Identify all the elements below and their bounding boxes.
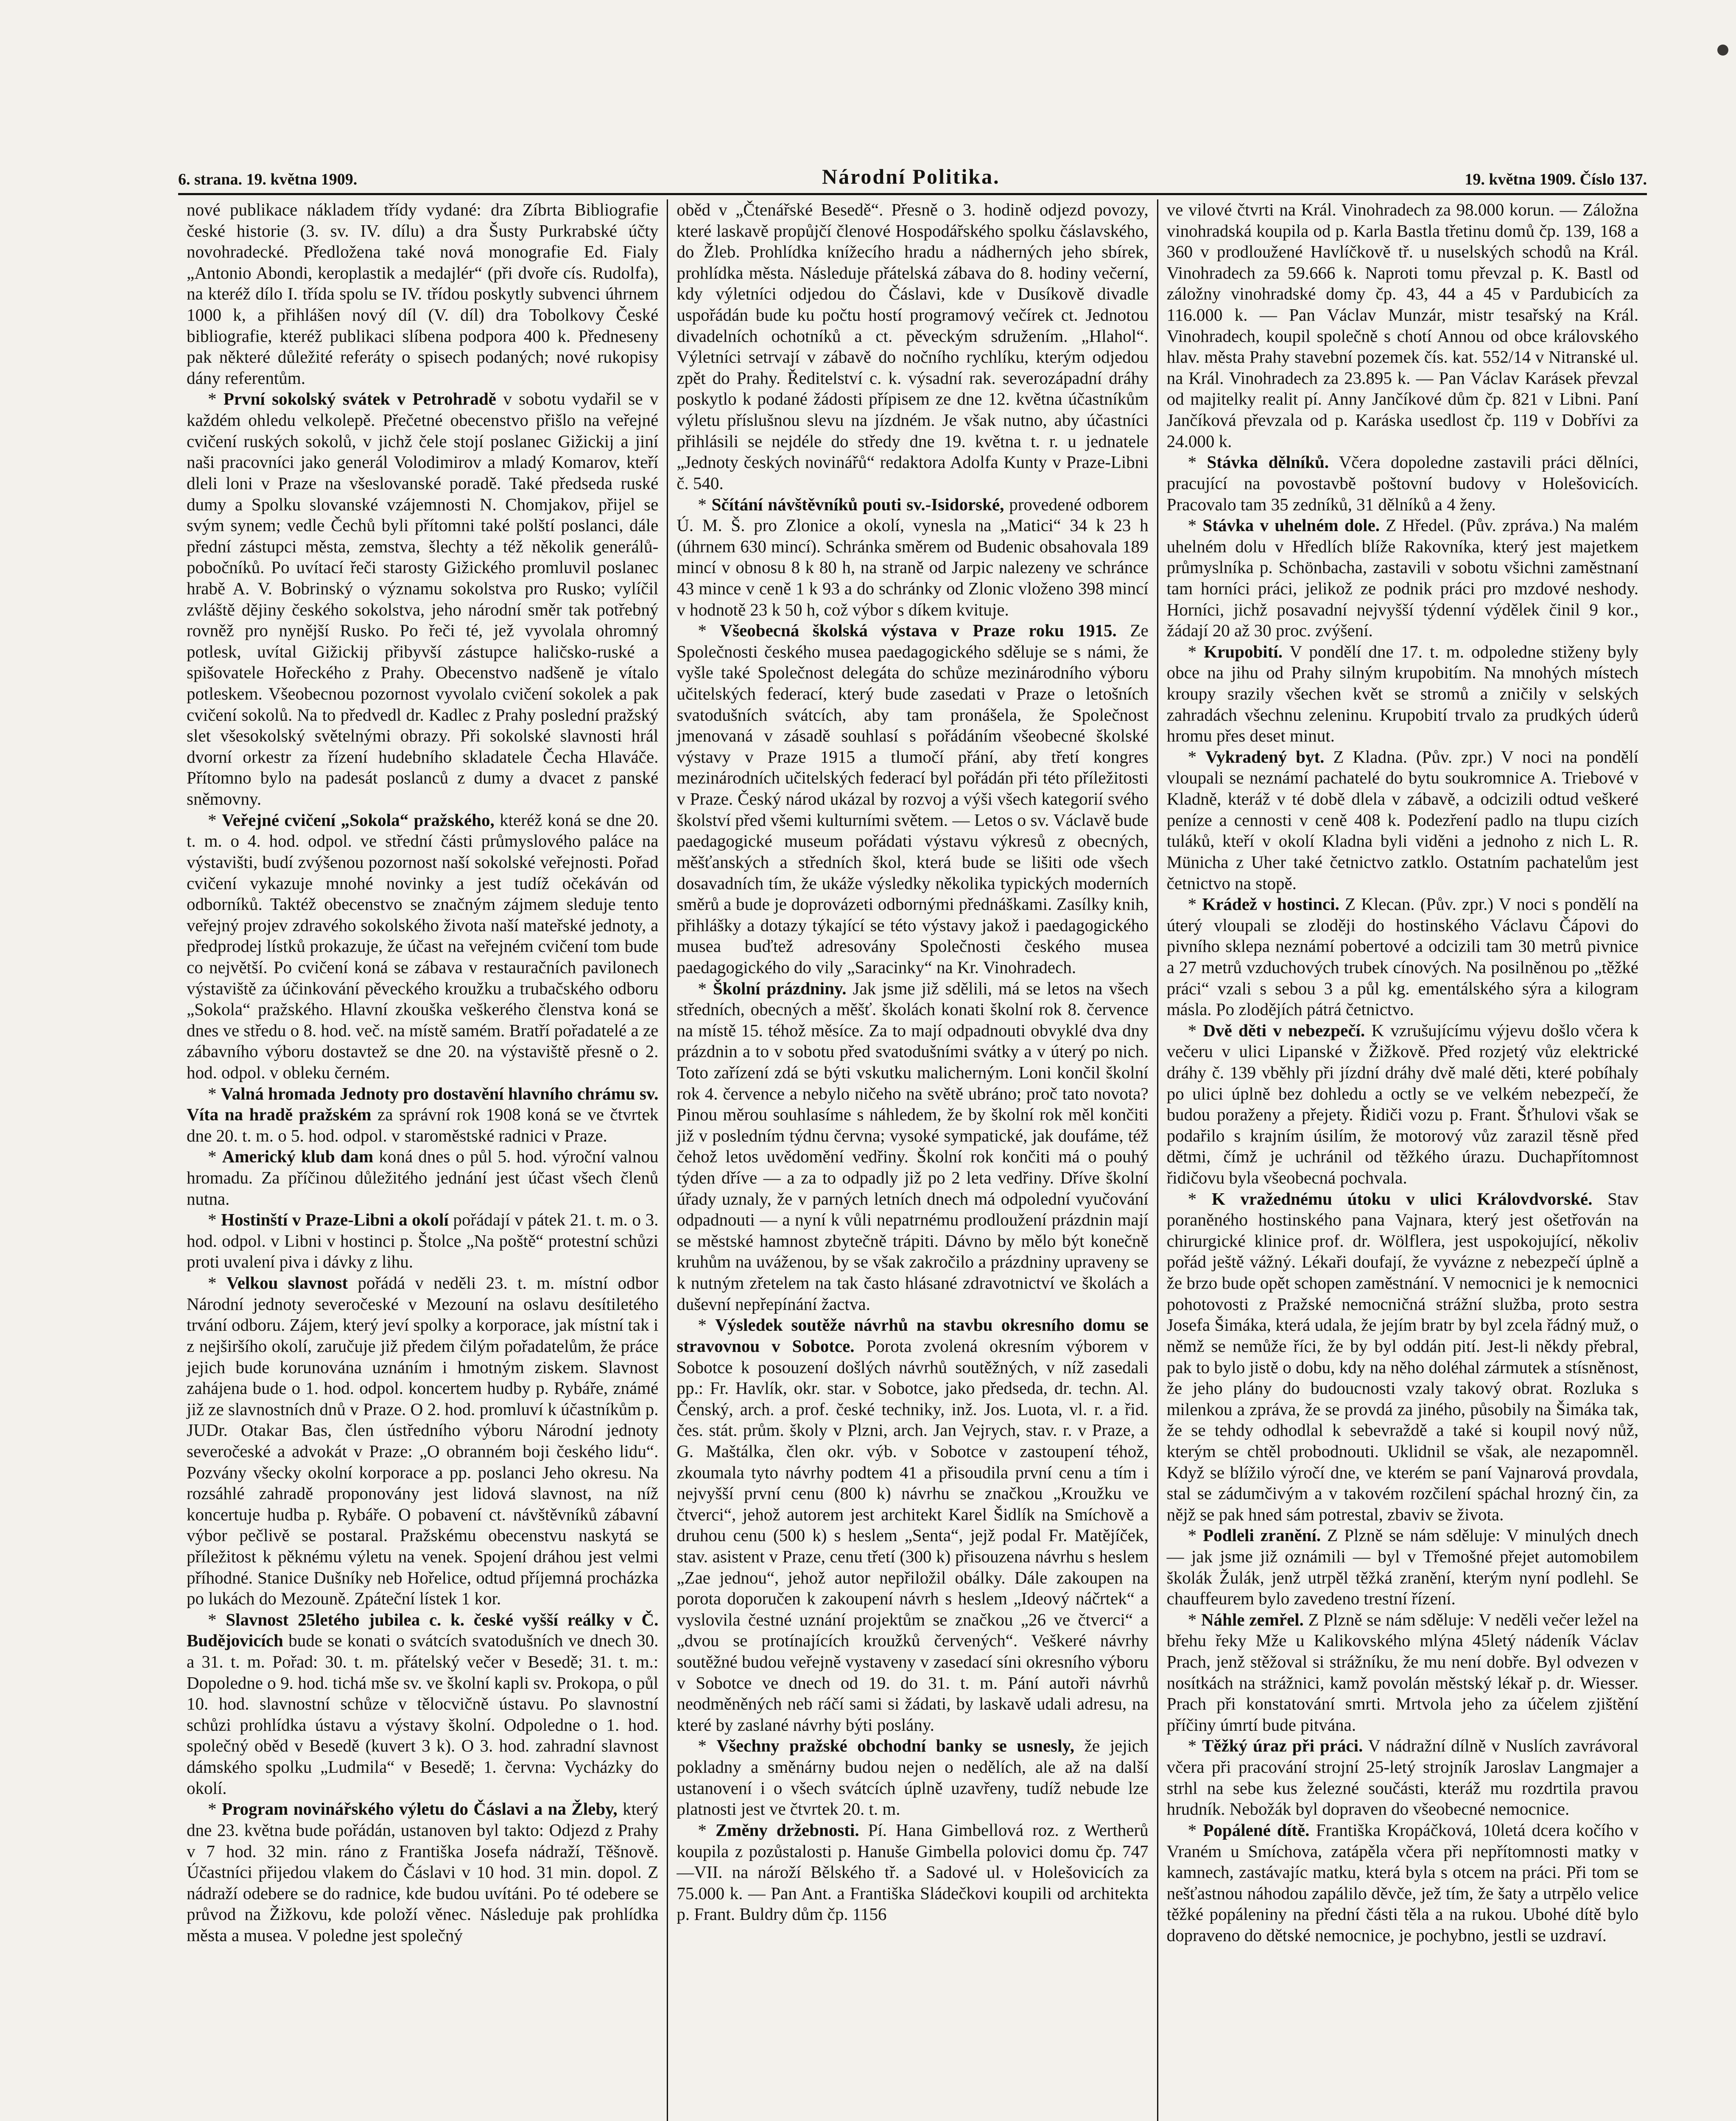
article-title: Krádež v hostinci. bbox=[1202, 894, 1339, 914]
article-text: v sobotu vydařil se v každém ohledu velkolepě. Přečetné obecenstvo přišlo na veřejné cvičení ruských sokolů, v jichž čele stojí poslanec Gižickij a jiní naši pracovníci jako generál Volodimirov a mladý Komarov, kteří dleli loni v Praze na všeslovanské poradě. Také předseda ruské dumy a Spolku slovanské vzájemnosti N. Chomjakov, přijel se svým synem; vedle Čechů byli přítomni také polští poslanci, dále přední zástupci města, zemstva, šlechty a též několik generálů-pobočníků. Po uvítací řeči starosty Gižického promluvil poslanec hrabě A. V. Bobrinský o významu sokolstva pro Rusko; vylíčil zvláště dějiny českého sokolstva, jeho národní směr tak potřebný rovněž pro nynější Rusko. Po řeči té, jež vyvolala ohromný potlesk, uvítal Gižickij přibyvší zástupce haličsko-ruské a spišovatele Hořeckého z Prahy. Obecenstvo nadšeně je vítalo potleskem. Všeobecnou pozornost vyvolalo cvičení sokolek a pak cvičení sokolů. Na to předvedl dr. Kadlec z Prahy poslední pražský slet všesokolský světelnými obrazy. Při sokolské slavnosti hrál dvorní orkestr za řízení hudebního skladatele Čecha Hlaváče. Přítomno bylo na padesát poslanců z dumy a dvacet z panské sněmovny. bbox=[187, 389, 659, 809]
article-title: Americký klub dam bbox=[222, 1147, 374, 1167]
article-title: První sokolský svátek v Petrohradě bbox=[223, 389, 496, 409]
article-title: Valná hromada Jednoty pro dostavění hlavního chrámu sv. Víta na hradě pražském bbox=[187, 1083, 659, 1125]
article-title: Krupobití. bbox=[1204, 641, 1283, 661]
article-title: Všechny pražské obchodní banky se usnesly, bbox=[716, 1736, 1075, 1756]
article-title: Náhle zemřel. bbox=[1201, 1609, 1304, 1629]
article-paragraph: * Změny držebnosti. Pí. Hana Gimbellová roz. z Wertherů koupila z pozůstalosti p. Hanuše Gimbella polovici domu čp. 747—VII. na nároží Bělského tř. a Sadové ul. v Holešovicích za 75.000 k. — Pan Ant. a Františka Sládečkovi koupili od architekta p. Frant. Buldry dům čp. 1156 bbox=[677, 1820, 1149, 1924]
article-paragraph: * Podleli zranění. Z Plzně se nám sděluje: V minulých dnech — jak jsme již oznámili — byl v Třemošné přejet automobilem školák Žulák, jenž utrpěl těžká zranění, kterým nyní podlehl. Se chauffeurem bylo zavedeno trestní řízení. bbox=[1166, 1525, 1639, 1609]
article-title: Podleli zranění. bbox=[1203, 1525, 1321, 1545]
article-title: Školní prázdniny. bbox=[713, 978, 847, 998]
article-title: Sčítání návštěvníků pouti sv.-Isidorské, bbox=[711, 494, 1004, 514]
article-paragraph: * Krupobití. V pondělí dne 17. t. m. odpoledne stiženy byly obce na jihu od Prahy silným krupobitím. Na mnohých místech kroupy srazily všechen květ se stromů a zničily v selských zahradách všechnu zeleninu. Krupobití trvalo za prudkých úderů hromu přes deset minut. bbox=[1166, 641, 1638, 746]
article-text: bude se konati o svátcích svatodušních ve dnech 30. a 31. t. m. Pořad: 30. t. m. přátelský večer v Besedě; 31. t. m.: Dopoledne o 9. hod. tichá mše sv. ve školní kapli sv. Prokopa, o půl 10. hod. slavnostní schůze v tělocvičně ústavu. Po slavnostní schůzi prohlídka ústavu a výstavy školní. Odpoledne o 1. hod. společný oběd v Besedě (kuvert 3 k). O 3. hod. zahradní slavnost dámského spolku „Ludmila“ v Besedě; 1. června: Vycházky do okolí. bbox=[187, 1631, 659, 1798]
article-text: oběd v „Čtenářské Besedě“. Přesně o 3. hodině odjezd povozy, které laskavě propůjčí členové Hospodářského spolku čáslavského, do Žleb. Prohlídka knížecího hradu a nádherných jeho sbírek, prohlídka města. Následuje přátelská zábava do 8. hodiny večerní, kdy výletníci odjedou do Čáslavi, kde v Dusíkově divadle uspořádán bude ku počtu hostí programový večírek ct. Jednotou divadelních ochotníků a ct. pěveckým sdružením. „Hlahol“. Výletníci setrvají v zábavě do nočního rychlíku, kterým odjedou zpět do Prahy. Ředitelství c. k. výsadní rak. severozápadní dráhy poskytlo k podané žádosti přípisem ze dne 12. května účastníkům výletu příslušnou slevu na jízdném. Je však nutno, aby účastníci přihlásili se nejdéle do středy dne 19. května t. r. u jednatele „Jednoty českých novinářů“ redaktora Adolfa Kunty v Praze-Libni č. 540. bbox=[677, 200, 1149, 493]
article-text: Pí. Hana Gimbellová roz. z Wertherů koupila z pozůstalosti p. Hanuše Gimbella polovici domu čp. 747—VII. na nároží Bělského tř. a Sadové ul. v Holešovicích za 75.000 k. — Pan Ant. a Františka Sládečkovi koupili od architekta p. Frant. Buldry dům čp. 1156 bbox=[677, 1820, 1149, 1924]
article-paragraph: * První sokolský svátek v Petrohradě v sobotu vydařil se v každém ohledu velkolepě. Přečetné obecenstvo přišlo na veřejné cvičení ruských sokolů, v jichž čele stojí poslanec Gižickij a jiní naši pracovníci jako generál Volodimirov a mladý Komarov, kteří dleli loni v Praze na všeslovanské poradě. Také předseda ruské dumy a Spolku slovanské vzájemnosti N. Chomjakov, přijel se svým synem; vedle Čechů byli přítomni také polští poslanci, dále přední zástupci města, zemstva, šlechty a též několik generálů-pobočníků. Po uvítací řeči starosty Gižického promluvil poslanec hrabě A. V. Bobrinský o významu sokolstva pro Rusko; vylíčil zvláště dějiny českého sokolstva, jeho národní směr tak potřebný rovněž pro nynější Rusko. Po řeči té, jež vyvolala ohromný potlesk, uvítal Gižickij přibyvší zástupce haličsko-ruské a spišovatele Hořeckého z Prahy. Obecenstvo nadšeně je vítalo potleskem. Všeobecnou pozornost vyvolalo cvičení sokolek a pak cvičení sokolů. Na to předvedl dr. Kadlec z Prahy poslední pražský slet všesokolský světelnými obrazy. Při sokolské slavnosti hrál dvorní orkestr za řízení hudebního skladatele Čecha Hlaváče. Přítomno bylo na padesát poslanců z dumy a dvacet z panské sněmovny. bbox=[187, 389, 659, 809]
page-header bbox=[178, 155, 1647, 189]
article-text: pořádá v neděli 23. t. m. místní odbor Národní jednoty severočeské v Mezouní na oslavu desítiletého trvání odboru. Zájem, který jeví spolky a korporace, jak místní tak i z nejširšího okolí, zaručuje již předem čilým pořadatelům, že práce jejich bude korunována uznáním i hmotným ziskem. Slavnost zahájena bude o 1. hod. odpol. koncertem hudby p. Rybáře, známé již ze slavnostních dnů v Praze. O 2. hod. promluví k účastníkům p. JUDr. Otakar Bas, člen ústředního výboru Národní jednoty severočeské a advokát v Praze: „O obranném boji českého lidu“. Pozvány všecky okolní korporace a pp. poslanci Jeho okresu. Na rozsáhlé zahradě proponovány jest lidová slavnost, na níž koncertuje hudba p. Rybáře. O pobavení ct. návštěvníků zábavní výbor pečlivě se postaral. Pražskému obecenstvu naskytá se příležitost k pěknému výletu na venek. Spojení dráhou jest velmi příhodné. Stanice Dušníky neb Hořelice, odtud příjemná procházka po lukách do Mezouně. Zpáteční lístek 1 kor. bbox=[187, 1273, 659, 1609]
article-text: nové publikace nákladem třídy vydané: dra Zíbrta Bibliografie české historie (3. sv. IV. dílu) a dra Šusty Purkrabské účty novohradecké. Předložena také nová monografie Ed. Fialy „Antonio Abondi, keroplastik a medajlér“ (při dvoře cís. Rudolfa), na kteréž dílo I. třída spolu se IV. třídou poskytly subvenci úhrnem 1000 k, a přihlášen nový díl (V. díl) dra Tobolkovy České bibliografie, kteréž publikaci slíbena podpora 400 k. Předneseny pak některé důležité referáty o spisech podaných; nové rukopisy dány referentům. bbox=[187, 200, 659, 388]
article-paragraph bbox=[1167, 199, 1638, 452]
article-paragraph: * Stávka dělníků. Včera dopoledne zastavili práci dělníci, pracující na povostavbě poštovní budovy v Holešovicích. Pracovalo tam 35 zedníků, 31 dělníků a 4 ženy. bbox=[1166, 452, 1639, 514]
header-left: 6. strana. 19. května 1909. bbox=[178, 171, 358, 188]
article-title: K vražednému útoku v ulici Královdvorské. bbox=[1211, 1189, 1593, 1209]
article-title: Popálené dítě. bbox=[1203, 1820, 1310, 1840]
article-title: Stávka v uhelném dole. bbox=[1202, 515, 1380, 535]
article-paragraph: * Krádež v hostinci. Z Klecan. (Pův. zpr.) V noci s pondělí na úterý vloupali se zloději do hostinského Václavu Čápovi do pivního sklepa neznámí pobertové a odcizili tam 30 metrů pivnice a 27 metrů vzduchových trubek cínových. Na posilněnou po „těžké práci“ vzali s sebou 3 a půl kg. ementálského sýra a kilogram másla. Po zlodějích pátrá četnictvo. bbox=[1166, 894, 1638, 1019]
article-paragraph: * Velkou slavnost pořádá v neděli 23. t. m. místní odbor Národní jednoty severočeské v Mezouní na oslavu desítiletého trvání odboru. Zájem, který jeví spolky a korporace, jak místní tak i z nejširšího okolí, zaručuje již předem čilým pořadatelům, že práce jejich bude korunována uznáním i hmotným ziskem. Slavnost zahájena bude o 1. hod. odpol. koncertem hudby p. Rybáře, známé již ze slavnostních dnů v Praze. O 2. hod. promluví k účastníkům p. JUDr. Otakar Bas, člen ústředního výboru Národní jednoty severočeské a advokát v Praze: „O obranném boji českého lidu“. Pozvány všecky okolní korporace a pp. poslanci Jeho okresu. Na rozsáhlé zahradě proponovány jest lidová slavnost, na níž koncertuje hudba p. Rybáře. O pobavení ct. návštěvníků zábavní výbor pečlivě se postaral. Pražskému obecenstvu naskytá se příležitost k pěknému výletu na venek. Spojení dráhou jest velmi příhodné. Stanice Dušníky neb Hořelice, odtud příjemná procházka po lukách do Mezouně. Zpáteční lístek 1 kor. bbox=[187, 1273, 659, 1609]
header-right: 19. května 1909. Číslo 137. bbox=[1465, 171, 1647, 188]
article-paragraph bbox=[187, 199, 658, 389]
article-title: Velkou slavnost bbox=[226, 1273, 348, 1293]
article-paragraph: * Dvě děti v nebezpečí. K vzrušujícímu výjevu došlo včera k večeru v ulici Lipanské v Žižkově. Před rozjetý vůz elektrické dráhy č. 139 vběhly při jízdní dráhy dvě malé děti, které pobíhaly po ulici úplně bez dohledu a octly se ve velkém nebezpečí, že budou poraženy a přejety. Řidiči vozu p. Frant. Šťhulovi však se podařilo s krajním úsilím, že motorový vůz zarazil těsně před dětmi, čímž je uchránil od těžkého úrazu. Duchapřítomnost řidičovu byla všeobecná pochvala. bbox=[1166, 1020, 1639, 1188]
article-text: V pondělí dne 17. t. m. odpoledne stiženy byly obce na jihu od Prahy silným krupobitím. Na mnohých místech kroupy srazily všechen květ se stromů a zničily v selských zahradách všechnu zeleninu. Krupobití trvalo za prudkých úderů hromu přes deset minut. bbox=[1166, 641, 1638, 746]
article-paragraph: * Popálené dítě. Františka Kropáčková, 10letá dcera kočího v Vraném u Smíchova, zatápěla včera při nepřítomnosti matky v kamnech, zastávajíc matku, která byla s otcem na práci. Při tom se nešťastnou náhodou zapálilo děvče, jež tím, že šaty a utrpělo velice těžké popáleniny na přední části těla a na rukou. Ubohé dítě bylo dopraveno do dětské nemocnice, je pochybno, jestli se uzdraví. bbox=[1166, 1820, 1638, 1945]
article-text: Františka Kropáčková, 10letá dcera kočího v Vraném u Smíchova, zatápěla včera při nepřítomnosti matky v kamnech, zastávajíc matku, která byla s otcem na práci. Při tom se nešťastnou náhodou zapálilo děvče, jež tím, že šaty a utrpělo velice těžké popáleniny na přední části těla a na rukou. Ubohé dítě bylo dopraveno do dětské nemocnice, je pochybno, jestli se uzdraví. bbox=[1166, 1820, 1638, 1945]
header-rule bbox=[178, 193, 1647, 195]
article-paragraph: * Americký klub dam koná dnes o půl 5. hod. výroční valnou hromadu. Za příčinou důležitého jednání jest účast všech členů nutna. bbox=[187, 1147, 659, 1209]
article-text: Včera dopoledne zastavili práci dělníci, pracující na povostavbě poštovní budovy v Holešovicích. Pracovalo tam 35 zedníků, 31 dělníků a 4 ženy. bbox=[1166, 452, 1639, 514]
article-text: za správní rok 1908 koná se ve čtvrtek dne 20. t. m. o 5. hod. odpol. v staroměstské radnici v Praze. bbox=[187, 1105, 659, 1145]
article-text: Stav poraněného hostinského pana Vajnara, který jest ošetřován na chirurgické klinice prof. dr. Wölflera, jest uspokojující, několiv pořád ještě vážný. Lékaři doufají, že vyvázne z nebezpečí úplně a že brzo bude opět schopen zaměstnání. V nemocnici je k nemocnici pohotovosti z Pražské nemocničná strážní služba, proto sestra Josefa Šimáka, která udala, že jejím bratr by byl zcela řádný muž, o němž se nemůže říci, že by byl oddán pití. Jest-li někdy přebral, pak to bylo jistě o dobu, kdy na něho doléhal zármutek a stísněnost, že jeho plány do budoucnosti vzaly takový obrat. Rozluka s milenkou a zpráva, že se provdá za jiného, působily na Šimáka tak, že se tehdy odhodlal k sebevraždě a také si koupil nový nůž, kterým se chtěl probodnouti. Uklidnil se však, ale nezapomněl. Když se blížilo výročí dne, ve kterém se paní Vajnarová provdala, stal se zádumčivým a v takovém rozčilení spáchal hrozný čin, za nějž se pak hned sám potrestal, zbaviv se života. bbox=[1166, 1189, 1638, 1524]
article-title: Všeobecná školská výstava v Praze roku 1915. bbox=[720, 621, 1117, 641]
column-1 bbox=[178, 199, 667, 2121]
masthead: Národní Politika. bbox=[822, 165, 1000, 188]
article-text: Z Kladna. (Pův. zpr.) V noci na pondělí vloupali se neznámí pachatelé do bytu soukromnice A. Triebové v Kladně, kteráž v té době dlela v zábavě, a odcizili odtud veškeré peníze a cennosti v ceně 408 k. Podezření padlo na tlupu cizích tuláků, kteří v okolí Kladna byli viděni a jednoho z nich L. R. Münicha z Uher také četnictvo zatklo. Ostatním pachatelům jest četnictvo na stopě. bbox=[1166, 747, 1638, 893]
article-text: V nádražní dílně v Nuslích zavrávoral včera při pracování strojní 25-letý strojník Jaroslav Langmajer a strhl na sebe kus železné součásti, kteráž mu rozdrtila pravou hrudník. Nebožák byl dopraven do všeobecné nemocnice. bbox=[1166, 1736, 1638, 1819]
article-title: Těžký úraz při práci. bbox=[1202, 1736, 1363, 1756]
article-paragraph: * Náhle zemřel. Z Plzně se nám sděluje: V neděli večer ležel na břehu řeky Mže u Kalikovského mlýna 45letý nádeník Václav Prach, jenž stěžoval si strážníku, že mu není dobře. Byl odvezen v nosítkách na strážnici, kamž povolán městský lékař p. dr. Wiesser. Prach při konstatování smrti. Mrtvola jeho za účelem zjištění příčiny úmrtí bude pitvána. bbox=[1166, 1609, 1639, 1735]
column-2 bbox=[667, 199, 1157, 2121]
article-text: kteréž koná se dne 20. t. m. o 4. hod. odpol. ve střední části průmyslového paláce na výstavišti, budí zvýšenou pozornost naší sokolské veřejnosti. Pořad cvičení vykazuje mnohé novinky a jest tudíž očekáván od odborníků. Taktéž obecenstvo se značným zájmem sleduje tento veřejný projev zdravého sokolského života naší mateřské jednoty, a předprodej lístků prokazuje, že účast na veřejném cvičení tom bude co největší. Po cvičení koná se zábava v restauračních pavilonech výstaviště za účinkování pěveckého kroužku a trubačského odboru „Sokola“ pražského. Hlavní zkouška veškerého členstva koná se dnes ve středu o 8. hod. več. na místě samém. Bratří pořadatelé a ze zábavního výboru dostavtež se dne 20. na výstaviště přesně o 2. hod. odpol. v obleku černém. bbox=[187, 810, 659, 1082]
column-3 bbox=[1157, 199, 1647, 2121]
article-text: Z Klecan. (Pův. zpr.) V noci s pondělí na úterý vloupali se zloději do hostinského Václavu Čápovi do pivního sklepa neznámí pobertové a odcizili tam 30 metrů pivnice a 27 metrů vzduchových trubek cínových. Na posilněnou po „těžké práci“ vzali s sebou 3 a půl kg. ementálského sýra a kilogram másla. Po zlodějích pátrá četnictvo. bbox=[1166, 894, 1638, 1019]
article-text: který dne 23. května bude pořádán, ustanoven byl takto: Odjezd z Prahy v 7 hod. 32 min. ráno z Františka Josefa nádraží, Těšnově. Účastníci přijedou vlakem do Čáslavi v 10 hod. 31 min. dopol. Z nádraží odebere se do radnice, kde budou uvítáni. Po té odebere se průvod na Žižkovu, kde položí věnec. Následuje pak prohlídka města a musea. V poledne jest společný bbox=[187, 1799, 659, 1945]
article-title: Změny držebnosti. bbox=[715, 1820, 859, 1840]
article-paragraph: * Valná hromada Jednoty pro dostavění hlavního chrámu sv. Víta na hradě pražském za správní rok 1908 koná se ve čtvrtek dne 20. t. m. o 5. hod. odpol. v staroměstské radnici v Praze. bbox=[187, 1083, 659, 1145]
article-title: Stávka dělníků. bbox=[1207, 452, 1329, 472]
article-title: Veřejné cvičení „Sokola“ pražského, bbox=[221, 810, 495, 830]
article-paragraph: * Stávka v uhelném dole. Z Hředel. (Pův. zpráva.) Na malém uhelném dolu v Hředlích blíže Rakovníka, který jest majetkem průmyslníka p. Schönbacha, zastavili v sobotu všichni zaměstnaní tam horníci práci, jelikož ze podnik práci pro mzdové neshody. Horníci, jichž posavadní nejvyšší týdenní výdělek činil 9 kor., žádají 20 až 30 proc. zvýšení. bbox=[1166, 515, 1638, 641]
article-text: pořádají v pátek 21. t. m. o 3. hod. odpol. v Libni v hostinci p. Štolce „Na poště“ protestní schůzi proti uvalení piva i dávky z lihu. bbox=[187, 1210, 659, 1272]
article-title: Vykradený byt. bbox=[1205, 747, 1325, 767]
article-text: Z Plzně se nám sděluje: V neděli večer ležel na břehu řeky Mže u Kalikovského mlýna 45letý nádeník Václav Prach, jenž stěžoval si strážníku, že mu není dobře. Byl odvezen v nosítkách na strážnici, kamž povolán městský lékař p. dr. Wiesser. Prach při konstatování smrti. Mrtvola jeho za účelem zjištění příčiny úmrtí bude pitvána. bbox=[1166, 1609, 1639, 1735]
article-text: Ze Společnosti českého musea paedagogického sděluje se s námi, že vyšle také Společnost delegáta do schůze mezinárodního výboru učitelských federací, který bude zasedati v Praze o letošních svatodušních svátcích, aby tam pronášela, že Společnost jmenovaná v zásadě souhlasí s pořádáním všeobecné školské výstavy v Praze 1915 a tlumočí přání, aby třetí kongres mezinárodních učitelských federací byl pořádán při této příležitosti v Praze. Český národ ukázal by rozvoj a výši všech kategorií svého školství před všemi kulturními světem. — Letos o sv. Václavě bude paedagogické museum pořádati výstavu výkresů z obecných, měšťanských a středních škol, která bude se lišiti ode všech dosavadních tím, že ukáže výsledky několika typických moderních směrů a bude je doprovázeti odbornými přednáškami. Zasílky knih, přihlášky a dotazy týkající se této výstavy jakož i paedagogického musea buďtež adresovány Společnosti českého musea paedagogického do vily „Saracinky“ na Kr. Vinohradech. bbox=[677, 621, 1149, 977]
article-text: Z Hředel. (Pův. zpráva.) Na malém uhelném dolu v Hředlích blíže Rakovníka, který jest majetkem průmyslníka p. Schönbacha, zastavili v sobotu všichni zaměstnaní tam horníci práci, jelikož ze podnik práci pro mzdové neshody. Horníci, jichž posavadní nejvyšší týdenní výdělek činil 9 kor., žádají 20 až 30 proc. zvýšení. bbox=[1166, 515, 1638, 641]
article-text: Jak jsme již sdělili, má se letos na všech středních, obecných a měšť. školách konati školní rok 8. července na místě 15. téhož měsíce. Za to mají odpadnouti obvyklé dva dny prázdnin a to v sobotu před svatodušními svátky a v úterý po nich. Toto zařízení zdá se býti vskutku malicherným. Loni končil školní rok 4. července a nebylo ničeho na světě ubráno; proč tato novota? Pinou měrou souhlasíme s náhledem, že by školní rok měl končiti již v posledním týdnu června; vysoké sympatické, jak doufáme, též čehož letos uvědomění vedřiny. Školní rok končiti má o pouhý týden dříve — a za to odpadly již po 2 leta vedřiny. Dříve školní úřady uznaly, že v parných letních dnech má odpolední vyučování odpadnouti — a nyní k vůli nepatrnému prodloužení prázdnin mají se městské hamnost zbytečně trápiti. Dávno by mělo být konečně kruhům na uváženou, by se však zakročilo a prázdniny upraveny se k nutným zřetelem na tak často hlásané zdravotnictví ve školách a duševní nepřepínání žactva. bbox=[677, 978, 1149, 1314]
article-paragraph: * Všechny pražské obchodní banky se usnesly, že jejich pokladny a směnárny budou nejen o nedělích, ale až na další ustanovení i o všech svátcích úplně uzavřeny, tudíž nebude lze platnosti jest ve čtvrtek 20. t. m. bbox=[677, 1736, 1149, 1819]
article-paragraph: * Výsledek soutěže návrhů na stavbu okresního domu se stravovnou v Sobotce. Porota zvolená okresním výborem v Sobotce k posouzení došlých návrhů soutěžných, v níž zasedali pp.: Fr. Havlík, okr. star. v Sobotce, jako předseda, dr. techn. Al. Čenský, arch. a prof. české techniky, inž. Jos. Luota, vl. r. a řid. čes. stát. prům. školy v Plzni, arch. Jan Vejrych, stav. r. v Praze, a G. Maštálka, člen okr. výb. v Sobotce v zastoupení téhož, zkoumala tyto návrhy podtem 41 a přisoudila první cenu a tím i nejvyšší první cenu (800 k) návrhu se značkou „Kroužku ve čtverci“, jehož autorem jest architekt Karel Šidlík na Smíchově a druhou cenu (500 k) s heslem „Senta“, jejž podal Fr. Matějíček, stav. asistent v Praze, cenu třetí (300 k) přisouzena návrhu s heslem „Zae jednou“, jehož autor nepřiložil obálky. Dále zakoupen na porota doporučen k zakoupení návrh s heslem „Ideový náčrtek“ a vyslovila čestné uznání projektům se značkou „26 ve čtverci“ a „dvou se protínajících kroužků červených“. Veškeré návrhy soutěžné budou veřejně vystaveny v zasedací síni okresního výboru v Sobotce ve dnech od 19. do 31. t. m. Pání autoři návrhů neodměněných neb ráčí sami si žádati, by laskavě udali adresu, na které by zaslané návrhy býti poslány. bbox=[677, 1315, 1149, 1735]
article-title: Výsledek soutěže návrhů na stavbu okresního domu se stravovnou v Sobotce. bbox=[677, 1315, 1149, 1356]
article-text: že jejich pokladny a směnárny budou nejen o nedělích, ale až na další ustanovení i o všech svátcích úplně uzavřeny, tudíž nebude lze platnosti jest ve čtvrtek 20. t. m. bbox=[677, 1736, 1149, 1819]
article-text: K vzrušujícímu výjevu došlo včera k večeru v ulici Lipanské v Žižkově. Před rozjetý vůz elektrické dráhy č. 139 vběhly při jízdní dráhy dvě malé děti, které pobíhaly po ulici úplně bez dohledu a octly se ve velkém nebezpečí, že budou poraženy a přejety. Řidiči vozu p. Frant. Šťhulovi však se podařilo s krajním úsilím, že motorový vůz zarazil těsně před dětmi, čímž je uchránil od těžkého úrazu. Duchapřítomnost řidičovu byla všeobecná pochvala. bbox=[1166, 1020, 1639, 1188]
article-title: Slavnost 25letého jubilea c. k. české vyšší reálky v Č. Budějovicích bbox=[187, 1609, 659, 1651]
article-title: Program novinářského výletu do Čáslavi a na Žleby, bbox=[221, 1799, 618, 1819]
article-text: koná dnes o půl 5. hod. výroční valnou hromadu. Za příčinou důležitého jednání jest účast všech členů nutna. bbox=[187, 1147, 659, 1209]
article-columns bbox=[178, 199, 1647, 2121]
article-paragraph: * Hostinští v Praze-Libni a okolí pořádají v pátek 21. t. m. o 3. hod. odpol. v Libni v hostinci p. Štolce „Na poště“ protestní schůzi proti uvalení piva i dávky z lihu. bbox=[187, 1210, 659, 1272]
article-text: Z Plzně se nám sděluje: V minulých dnech — jak jsme již oznámili — byl v Třemošné přejet automobilem školák Žulák, jenž utrpěl těžká zranění, kterým nyní podlehl. Se chauffeurem bylo zavedeno trestní řízení. bbox=[1166, 1525, 1639, 1609]
article-title: Dvě děti v nebezpečí. bbox=[1203, 1020, 1365, 1040]
article-text: ve vilové čtvrti na Král. Vinohradech za 98.000 korun. — Záložna vinohradská koupila od p. Karla Bastla třetinu domů čp. 139, 168 a 360 v prodloužené Havlíčkově tř. u nuselských schodů na Král. Vinohradech za 59.666 k. Naproti tomu převzal p. K. Bastl od záložny vinohradské domy čp. 43, 44 a 45 v Pardubicích za 116.000 k. — Pan Václav Munzár, mistr tesařský na Král. Vinohradech, koupil společně s chotí Annou od obce královského hlav. města Prahy stavební pozemek čís. kat. 552/14 v Nitranské ul. na Král. Vinohradech za 23.895 k. — Pan Václav Karásek převzal od majitelky realit pí. Anny Jančíkové dům čp. 821 v Libni. Paní Jančíková převzala od p. Karáska usedlost čp. 119 v Dobřívi za 24.000 k. bbox=[1166, 200, 1638, 451]
article-paragraph: * Veřejné cvičení „Sokola“ pražského, kteréž koná se dne 20. t. m. o 4. hod. odpol. ve střední části průmyslového paláce na výstavišti, budí zvýšenou pozornost naší sokolské veřejnosti. Pořad cvičení vykazuje mnohé novinky a jest tudíž očekáván od odborníků. Taktéž obecenstvo se značným zájmem sleduje tento veřejný projev zdravého sokolského života naší mateřské jednoty, a předprodej lístků prokazuje, že účast na veřejném cvičení tom bude co největší. Po cvičení koná se zábava v restauračních pavilonech výstaviště za účinkování pěveckého kroužku a trubačského odboru „Sokola“ pražského. Hlavní zkouška veškerého členstva koná se dnes ve středu o 8. hod. več. na místě samém. Bratří pořadatelé a ze zábavního výboru dostavtež se dne 20. na výstaviště přesně o 2. hod. odpol. v obleku černém. bbox=[187, 810, 659, 1082]
article-paragraph: * Program novinářského výletu do Čáslavi a na Žleby, který dne 23. května bude pořádán, ustanoven byl takto: Odjezd z Prahy v 7 hod. 32 min. ráno z Františka Josefa nádraží, Těšnově. Účastníci přijedou vlakem do Čáslavi v 10 hod. 31 min. dopol. Z nádraží odebere se do radnice, kde budou uvítáni. Po té odebere se průvod na Žižkovu, kde položí věnec. Následuje pak prohlídka města a musea. V poledne jest společný bbox=[187, 1799, 659, 1945]
article-paragraph bbox=[677, 199, 1148, 494]
article-paragraph: * Sčítání návštěvníků pouti sv.-Isidorské, provedené odborem Ú. M. Š. pro Zlonice a okolí, vynesla na „Matici“ 34 k 23 h (úhrnem 630 mincí). Schránka směrem od Budenic obsahovala 189 mincí v obnosu 8 k 80 h, na straně od Jarpic nalezeny ve schránce 43 mince v ceně 1 k 93 a do schránky od Zlonic vloženo 398 mincí v hodnotě 23 k 50 h, což výbor s díkem kvituje. bbox=[677, 494, 1149, 619]
article-text: provedené odborem Ú. M. Š. pro Zlonice a okolí, vynesla na „Matici“ 34 k 23 h (úhrnem 630 mincí). Schránka směrem od Budenic obsahovala 189 mincí v obnosu 8 k 80 h, na straně od Jarpic nalezeny ve schránce 43 mince v ceně 1 k 93 a do schránky od Zlonic vloženo 398 mincí v hodnotě 23 k 50 h, což výbor s díkem kvituje. bbox=[677, 494, 1149, 619]
article-paragraph: * Vykradený byt. Z Kladna. (Pův. zpr.) V noci na pondělí vloupali se neznámí pachatelé do bytu soukromnice A. Triebové v Kladně, kteráž v té době dlela v zábavě, a odcizili odtud veškeré peníze a cennosti v ceně 408 k. Podezření padlo na tlupu cizích tuláků, kteří v okolí Kladna byli viděni a jednoho z nich L. R. Münicha z Uher také četnictvo zatklo. Ostatním pachatelům jest četnictvo na stopě. bbox=[1166, 747, 1638, 893]
article-paragraph: * Slavnost 25letého jubilea c. k. české vyšší reálky v Č. Budějovicích bude se konati o svátcích svatodušních ve dnech 30. a 31. t. m. Pořad: 30. t. m. přátelský večer v Besedě; 31. t. m.: Dopoledne o 9. hod. tichá mše sv. ve školní kapli sv. Prokopa, o půl 10. hod. slavnostní schůze v tělocvičně ústavu. Po slavnostní schůzi prohlídka ústavu a výstavy školní. Odpoledne o 1. hod. společný oběd v Besedě (kuvert 3 k). O 3. hod. zahradní slavnost dámského spolku „Ludmila“ v Besedě; 1. června: Vycházky do okolí. bbox=[187, 1609, 659, 1798]
article-title: Hostinští v Praze-Libni a okolí bbox=[221, 1210, 449, 1230]
article-text: Porota zvolená okresním výborem v Sobotce k posouzení došlých návrhů soutěžných, v níž zasedali pp.: Fr. Havlík, okr. star. v Sobotce, jako předseda, dr. techn. Al. Čenský, arch. a prof. české techniky, inž. Jos. Luota, vl. r. a řid. čes. stát. prům. školy v Plzni, arch. Jan Vejrych, stav. r. v Praze, a G. Maštálka, člen okr. výb. v Sobotce v zastoupení téhož, zkoumala tyto návrhy podtem 41 a přisoudila první cenu a tím i nejvyšší první cenu (800 k) návrhu se značkou „Kroužku ve čtverci“, jehož autorem jest architekt Karel Šidlík na Smíchově a druhou cenu (500 k) s heslem „Senta“, jejž podal Fr. Matějíček, stav. asistent v Praze, cenu třetí (300 k) přisouzena návrhu s heslem „Zae jednou“, jehož autor nepřiložil obálky. Dále zakoupen na porota doporučen k zakoupení návrh s heslem „Ideový náčrtek“ a vyslovila čestné uznání projektům se značkou „26 ve čtverci“ a „dvou se protínajících kroužků červených“. Veškeré návrhy soutěžné budou veřejně vystaveny v zasedací síni okresního výboru v Sobotce ve dnech od 19. do 31. t. m. Pání autoři návrhů neodměněných neb ráčí sami si žádati, by laskavě udali adresu, na které by zaslané návrhy býti poslány. bbox=[677, 1336, 1149, 1735]
article-paragraph: * Všeobecná školská výstava v Praze roku 1915. Ze Společnosti českého musea paedagogického sděluje se s námi, že vyšle také Společnost delegáta do schůze mezinárodního výboru učitelských federací, který bude zasedati v Praze o letošních svatodušních svátcích, aby tam pronášela, že Společnost jmenovaná v zásadě souhlasí s pořádáním všeobecné školské výstavy v Praze 1915 a tlumočí přání, aby třetí kongres mezinárodních učitelských federací byl pořádán při této příležitosti v Praze. Český národ ukázal by rozvoj a výši všech kategorií svého školství před všemi kulturními světem. — Letos o sv. Václavě bude paedagogické museum pořádati výstavu výkresů z obecných, měšťanských a středních škol, která bude se lišiti ode všech dosavadních tím, že ukáže výsledky několika typických moderních směrů a bude je doprovázeti odbornými přednáškami. Zasílky knih, přihlášky a dotazy týkající se této výstavy jakož i paedagogického musea buďtež adresovány Společnosti českého musea paedagogického do vily „Saracinky“ na Kr. Vinohradech. bbox=[677, 621, 1149, 977]
article-paragraph: * K vražednému útoku v ulici Královdvorské. Stav poraněného hostinského pana Vajnara, který jest ošetřován na chirurgické klinice prof. dr. Wölflera, jest uspokojující, několiv pořád ještě vážný. Lékaři doufají, že vyvázne z nebezpečí úplně a že brzo bude opět schopen zaměstnání. V nemocnici je k nemocnici pohotovosti z Pražské nemocničná strážní služba, proto sestra Josefa Šimáka, která udala, že jejím bratr by byl zcela řádný muž, o němž se nemůže říci, že by byl oddán pití. Jest-li někdy přebral, pak to bylo jistě o dobu, kdy na něho doléhal zármutek a stísněnost, že jeho plány do budoucnosti vzaly takový obrat. Rozluka s milenkou a zpráva, že se provdá za jiného, působily na Šimáka tak, že se tehdy odhodlal k sebevraždě a také si koupil nový nůž, kterým se chtěl probodnouti. Uklidnil se však, ale nezapomněl. Když se blížilo výročí dne, ve kterém se paní Vajnarová provdala, stal se zádumčivým a v takovém rozčilení spáchal hrozný čin, za nějž se pak hned sám potrestal, zbaviv se života. bbox=[1166, 1189, 1638, 1524]
article-paragraph: * Těžký úraz při práci. V nádražní dílně v Nuslích zavrávoral včera při pracování strojní 25-letý strojník Jaroslav Langmajer a strhl na sebe kus železné součásti, kteráž mu rozdrtila pravou hrudník. Nebožák byl dopraven do všeobecné nemocnice. bbox=[1166, 1736, 1638, 1819]
binding-hole-mark bbox=[1717, 45, 1728, 56]
article-paragraph: * Školní prázdniny. Jak jsme již sdělili, má se letos na všech středních, obecných a měšť. školách konati školní rok 8. července na místě 15. téhož měsíce. Za to mají odpadnouti obvyklé dva dny prázdnin a to v sobotu před svatodušními svátky a v úterý po nich. Toto zařízení zdá se býti vskutku malicherným. Loni končil školní rok 4. července a nebylo ničeho na světě ubráno; proč tato novota? Pinou měrou souhlasíme s náhledem, že by školní rok měl končiti již v posledním týdnu června; vysoké sympatické, jak doufáme, též čehož letos uvědomění vedřiny. Školní rok končiti má o pouhý týden dříve — a za to odpadly již po 2 leta vedřiny. Dříve školní úřady uznaly, že v parných letních dnech má odpolední vyučování odpadnouti — a nyní k vůli nepatrnému prodloužení prázdnin mají se městské hamnost zbytečně trápiti. Dávno by mělo být konečně kruhům na uváženou, by se však zakročilo a prázdniny upraveny se k nutným zřetelem na tak často hlásané zdravotnictví ve školách a duševní nepřepínání žactva. bbox=[677, 978, 1149, 1314]
